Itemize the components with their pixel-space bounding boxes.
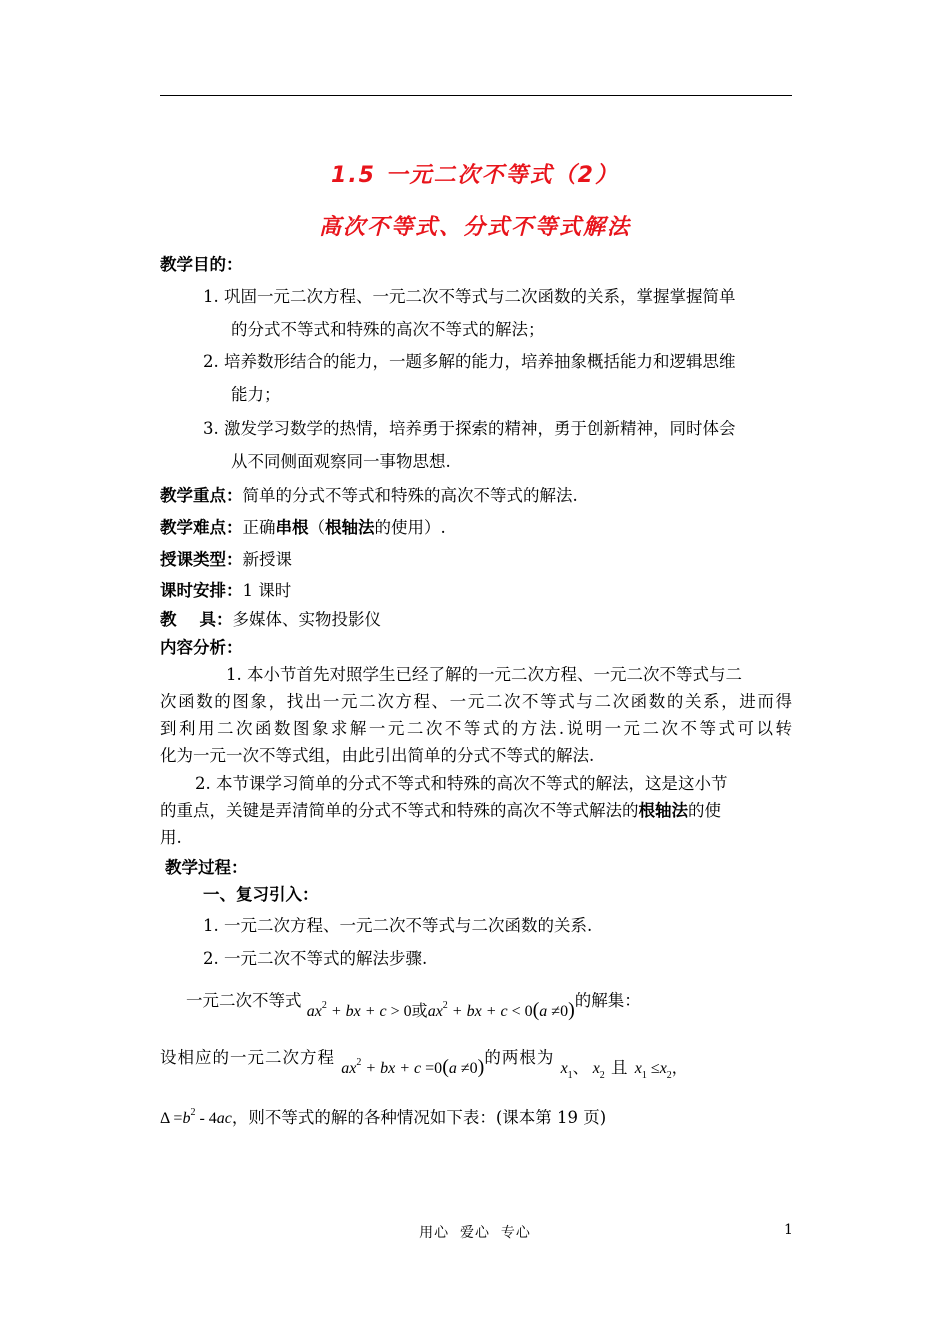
page-subtitle: 高次不等式、分式不等式解法 xyxy=(318,215,631,240)
tools-label: 教 具： xyxy=(160,610,233,629)
inequality-line xyxy=(186,985,641,1021)
review-item-1: 1. 一元二次方程、一元二次不等式与二次函数的关系. xyxy=(203,916,593,935)
key-point-text: 简单的分式不等式和特殊的高次不等式的解法. xyxy=(242,486,578,505)
equation-line xyxy=(160,1042,688,1081)
difficulty-post: 的使用）. xyxy=(374,518,446,537)
footer-motto: 用心 爱心 专心 xyxy=(419,1225,531,1241)
goal-2-line2: 能力； xyxy=(231,385,281,404)
analysis-p2-bold: 根轴法 xyxy=(638,801,688,820)
difficulty-pre: 正确 xyxy=(242,518,276,537)
lesson-type-text: 新授课 xyxy=(242,550,292,569)
key-point xyxy=(160,485,578,507)
analysis-p1-line3: 到利用二次函数图象求解一元二次不等式的方法.说明一元二次不等式可以转 xyxy=(160,719,792,738)
goal-1-line1: 1. 巩固一元二次方程、一元二次不等式与二次函数的关系，掌握掌握简单 xyxy=(203,287,736,306)
equation-and: 且 xyxy=(611,1058,629,1077)
key-point-label: 教学重点： xyxy=(160,486,243,505)
difficulty-bold-1: 串根 xyxy=(275,518,309,537)
delta-formula: $\Delta =b^2 - 4ac$ xyxy=(160,1107,232,1127)
roots-order-formula: $x_1 \le x_2$， xyxy=(634,1060,688,1081)
goal-2-line1: 2. 培养数形结合的能力，一题多解的能力，培养抽象概括能力和逻辑思维 xyxy=(203,352,736,371)
lesson-type-label: 授课类型： xyxy=(160,550,243,569)
goal-1-line2: 的分式不等式和特殊的高次不等式的解法； xyxy=(231,320,545,339)
analysis-p2-line1: 2. 本节课学习简单的分式不等式和特殊的高次不等式的解法，这是这小节 xyxy=(195,774,728,793)
time-text: 1 课时 xyxy=(242,581,292,600)
difficulty-label: 教学难点： xyxy=(160,518,243,537)
goals-label: 教学目的： xyxy=(160,255,243,274)
equation-mid: 的两根为 xyxy=(484,1048,555,1067)
section-review: 一、复习引入： xyxy=(203,885,319,904)
analysis-p2-line2 xyxy=(160,800,721,822)
analysis-label: 内容分析： xyxy=(160,638,243,657)
inequality-formula: $ax^2$ + bx + c > 0或$ax^2$ + bx + c < 0(a ≠0) xyxy=(306,999,575,1021)
inequality-pre: 一元二次不等式 xyxy=(186,991,302,1010)
analysis-p2-line2-text: 的重点，关键是弄清简单的分式不等式和特殊的高次不等式解法的 xyxy=(160,801,639,820)
delta-line xyxy=(160,1102,606,1130)
header-rule xyxy=(160,95,792,96)
analysis-p1-line2: 次函数的图象，找出一元二次方程、一元二次不等式与二次函数的关系，进而得 xyxy=(160,692,792,711)
inequality-post: 的解集： xyxy=(574,991,641,1010)
difficulty-bold-2: 根轴法 xyxy=(325,518,375,537)
goal-3-line1: 3. 激发学习数学的热情，培养勇于探索的精神，勇于创新精神，同时体会 xyxy=(203,419,736,438)
tools-text: 多媒体、实物投影仪 xyxy=(232,610,381,629)
page-title: 1.5 一元二次不等式（2） xyxy=(331,163,619,188)
difficulty xyxy=(160,517,446,539)
review-item-2: 2. 一元二次不等式的解法步骤. xyxy=(203,949,428,968)
page-number: 1 xyxy=(784,1222,793,1238)
tools xyxy=(160,609,381,631)
process-label: 教学过程： xyxy=(165,858,248,877)
analysis-p2-line2-post: 的使 xyxy=(688,801,721,820)
roots-formula: $x_1$、 $x_2$ xyxy=(560,1060,605,1081)
time-label: 课时安排： xyxy=(160,581,243,600)
equation-pre: 设相应的一元二次方程 xyxy=(160,1048,335,1067)
delta-post: ，则不等式的解的各种情况如下表：(课本第 19 页) xyxy=(231,1108,607,1127)
analysis-p2-line3: 用. xyxy=(160,828,182,847)
lesson-type xyxy=(160,549,292,571)
goal-3-line2: 从不同侧面观察同一事物思想. xyxy=(231,452,451,471)
equation-formula: $ax^2$ + bx + c =0(a ≠0) xyxy=(341,1056,485,1078)
time xyxy=(160,580,291,602)
difficulty-mid: （ xyxy=(308,518,325,537)
analysis-p1-line4: 化为一元一次不等式组，由此引出简单的分式不等式的解法. xyxy=(160,746,595,765)
analysis-p1-line1: 1. 本小节首先对照学生已经了解的一元二次方程、一元二次不等式与二 xyxy=(226,665,742,684)
